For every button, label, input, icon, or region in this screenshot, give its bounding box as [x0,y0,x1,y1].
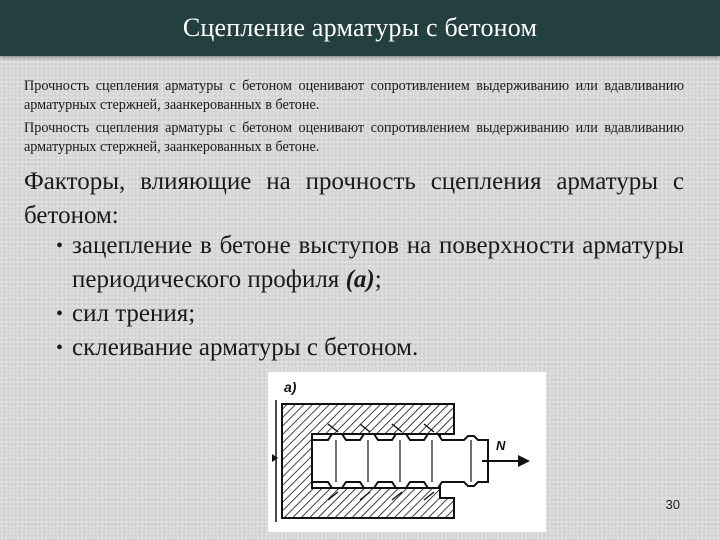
anchorage-diagram-svg [268,372,546,532]
bullet-icon: • [56,235,64,257]
bullet-icon: • [56,337,64,359]
title-bar [0,0,720,56]
left-edge-tick [272,454,278,462]
list-item [58,229,684,297]
list-item [58,297,684,331]
force-arrowhead [518,455,530,467]
figure-label: а) [284,379,297,395]
paragraph-1: Прочность сцепления арматуры с бетоном оценивают сопротивлением выдерживанию или вдавливанию арматурных стержней, заанкерованных в бетоне. [24,78,684,113]
bullet-text: зацепление в бетоне выступов на поверхности арматуры периодического профиля [72,232,684,293]
factors-list [58,229,684,365]
slide-title: Сцепление арматуры с бетоном [182,13,538,42]
figure-reference: (а) [345,266,375,293]
anchorage-diagram [268,372,546,532]
bullet-text: сил трения; [72,300,196,327]
bullet-icon: • [56,303,64,325]
bullet-text: склеивание арматуры с бетоном. [72,334,419,361]
paragraph-2: Прочность сцепления арматуры с бетоном оценивают сопротивлением выдерживанию или вдавливанию арматурных стержней, заанкерованных в бетоне. [24,120,684,155]
force-label: N [496,438,506,453]
list-item [58,331,684,365]
factors-heading: Факторы, влияющие на прочность сцепления арматуры с бетоном: [24,168,684,229]
page-number: 30 [665,497,680,512]
bullet-tail: ; [374,266,382,293]
